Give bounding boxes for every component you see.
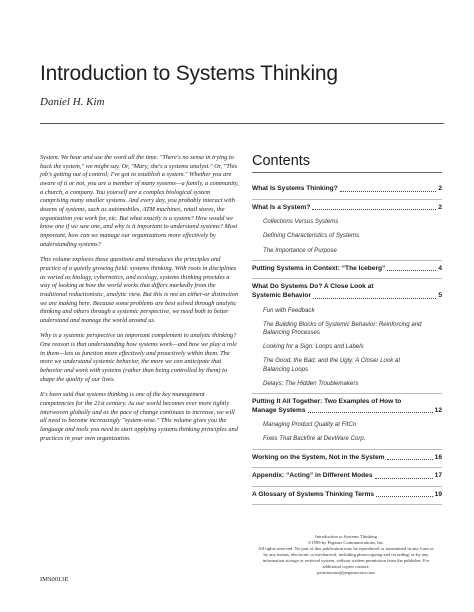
toc-subsection[interactable]: Looking for a Sign: Loops and Labels: [263, 343, 364, 351]
toc-page-number: 17: [434, 472, 442, 480]
toc-entry[interactable]: [252, 204, 442, 213]
toc-subsection[interactable]: Delays: The Hidden Troublemakers: [263, 379, 359, 387]
copyright-year: ©1999 by Pegasus Communications, Inc.: [307, 540, 385, 545]
toc-entry-label: A Glossary of Systems Thinking Terms: [252, 490, 375, 498]
toc-entry-label: Putting Systems in Context: “The Iceberg”: [252, 264, 386, 272]
toc-section: [252, 279, 442, 394]
copyright-title: Introduction to Systems Thinking: [315, 534, 377, 539]
toc-entry-label: What Is Systems Thinking?: [252, 185, 338, 192]
copyright-notice: [258, 534, 434, 576]
intro-text: [40, 154, 240, 450]
toc-subsection[interactable]: The Building Blocks of Systemic Behavior: Reinforcing and Balancing Processes: [263, 320, 422, 336]
toc-section: [252, 468, 442, 487]
toc-leader-dots: [387, 270, 436, 271]
toc-section: [252, 450, 442, 469]
toc-section: [252, 394, 442, 450]
toc-heading: Contents: [252, 153, 442, 173]
toc-leader-dots: [375, 478, 433, 479]
toc-entry-label: Appendix: “Acting” in Different Modes: [252, 472, 373, 480]
toc-section: [252, 261, 442, 280]
toc-page-number: 2: [438, 185, 442, 192]
toc-subsection[interactable]: Managing Product Quality at FitCo: [263, 421, 357, 429]
toc-entry[interactable]: [252, 265, 442, 274]
copyright-email[interactable]: permissions@pegasuscom.com: [317, 570, 375, 575]
title-divider: [40, 123, 444, 124]
toc-list: [252, 181, 442, 505]
toc-entry[interactable]: [252, 454, 442, 463]
toc-leader-dots: [387, 459, 433, 460]
toc-entry-title[interactable]: What Do Systems Do? A Close Look at: [252, 283, 374, 291]
author-name: Daniel H. Kim: [40, 96, 105, 108]
toc-entry-title[interactable]: Putting It All Together: Two Examples of How to: [252, 398, 402, 405]
toc-page-number: 2: [438, 203, 442, 211]
toc-entry[interactable]: [252, 407, 442, 416]
toc-leader-dots: [308, 412, 433, 413]
toc-entry[interactable]: [252, 292, 442, 301]
toc-page-number: 16: [434, 453, 442, 461]
toc-subsection[interactable]: Collections Versus Systems: [263, 218, 339, 226]
toc-page-number: 12: [434, 406, 442, 414]
copyright-body: All rights reserved. No part of this publication may be reproduced or transmitted in any form or by any means, electronic or mechanical, including photocopying and recording, or by any information storage or retrieval system, without written permission from the publisher. For additional copies contact:: [258, 546, 434, 569]
toc-entry[interactable]: [252, 185, 442, 194]
toc-entry[interactable]: [252, 472, 442, 481]
intro-paragraph: System. We hear and use the word all the time. "There's no sense in trying to buck the system," we might say. Or, "Mary, she's a systems analyst." Or, "This job's getting out of control; I've got to establish a system." Whether you are aware of it or not, you are a member of many systems—a family, a community, a church, a company. You yourself are a complex biological system comprising many smaller systems. And every day, you probably interact with dozens of systems, such as automobiles, ATM machines, retail stores, the organization you work for, etc. But what exactly is a system? How would we know one if we saw one, and why is it important to understand systems? Most important, how can we manage our organizations more effectively by understanding systems?: [40, 154, 239, 248]
toc-page-number: 19: [434, 490, 442, 498]
toc-entry-label: What Is a System?: [252, 203, 311, 211]
intro-paragraph: It's been said that systems thinking is one of the key management competencies for the 21st century. As our world becomes ever more tightly interwoven globally and as the pace of change continues to increase, we will all need to become increasingly "system-wise." This volume gives you the language and tools you need to start applying systems thinking principles and practices in your own organization.: [40, 391, 238, 442]
toc-section: [252, 181, 442, 200]
toc-page-number: 5: [438, 291, 442, 299]
toc-entry-label: Working on the System, Not in the System: [252, 453, 385, 461]
document-title: Introduction to Systems Thinking: [40, 62, 338, 85]
toc-entry-label: Manage Systems: [252, 406, 306, 414]
intro-paragraph: Why is a systemic perspective an important complement to analytic thinking? One reason is that understanding how systems work—and how we play a role in them—lets us function more effectively and proactively within them. The more we understand systemic behavior, the more we can anticipate that behavior and work with systems (rather than being controlled by them) to shape the quality of our lives.: [40, 332, 237, 383]
toc-subsection[interactable]: Fun with Feedback: [263, 306, 315, 314]
toc-leader-dots: [340, 191, 437, 192]
toc-subsection[interactable]: Fixes That Backfire at DevWare Corp.: [263, 435, 366, 443]
table-of-contents: [252, 153, 442, 505]
document-code: IMS0013E: [40, 576, 69, 583]
toc-leader-dots: [376, 496, 433, 497]
toc-leader-dots: [312, 209, 436, 210]
toc-section: [252, 200, 442, 261]
toc-subsection[interactable]: The Good, the Bad, and the Ugly: A Closer Look at Balancing Loops: [263, 357, 401, 373]
toc-subsection[interactable]: The Importance of Purpose: [263, 246, 337, 254]
toc-leader-dots: [313, 298, 436, 299]
toc-section: [252, 487, 442, 506]
toc-subsection[interactable]: Defining Characteristics of Systems: [263, 232, 360, 240]
toc-page-number: 4: [438, 264, 442, 272]
toc-entry[interactable]: [252, 491, 442, 500]
intro-paragraph: This volume explores these questions and introduces the principles and practice of a quietly growing field: systems thinking. With roots in disciplines as varied as biology, cybernetics, and ecology, systems thinking provides a way of looking at how the world works that differs markedly from the traditional reductionistic, analytic view. But this is not an either-or distinction we are making here. Because some problems are best solved through analytic thinking and others through a systemic perspective, we need both to better understand and manage the world around us.: [40, 256, 239, 324]
toc-entry-label: Systemic Behavior: [252, 291, 312, 299]
